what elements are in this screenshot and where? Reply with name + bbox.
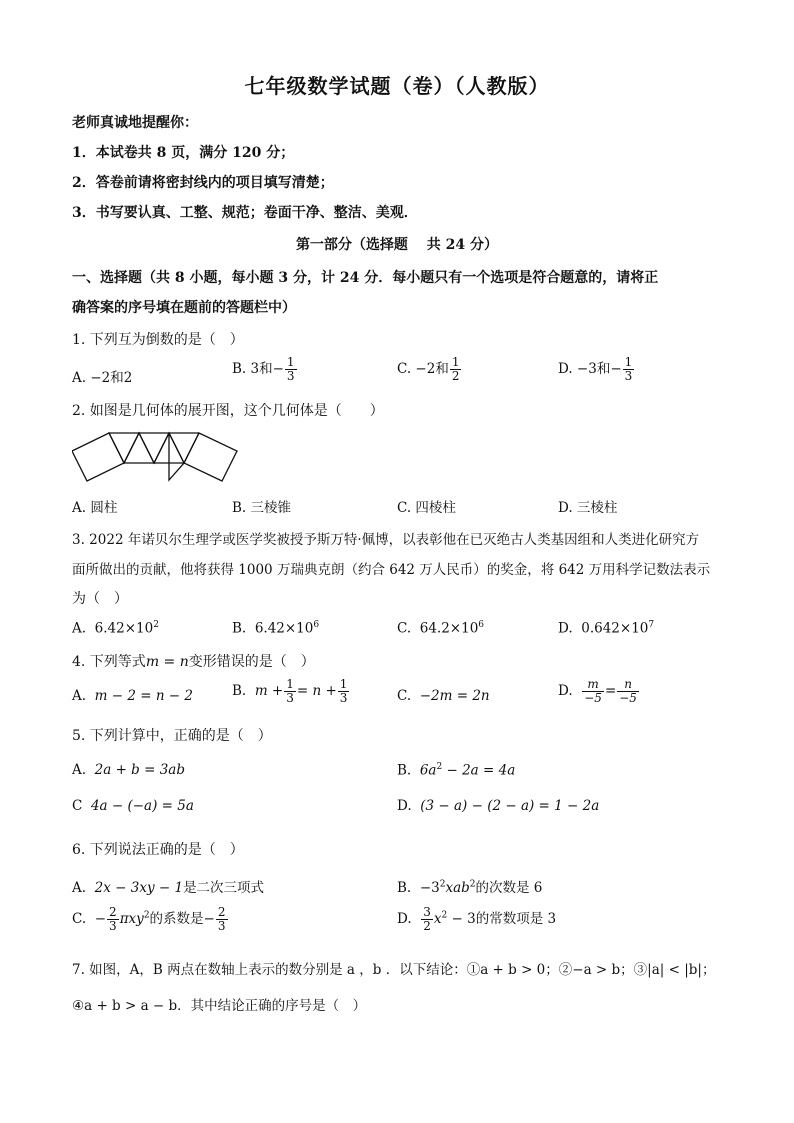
q4-option-d: D. $\frac{m}{-5}$ = $\frac{n}{-5}$ — [558, 677, 637, 705]
notice-item-3: 3．书写要认真、工整、规范；卷面干净、整洁、美观． — [72, 205, 418, 221]
q3-option-a: A. $6.42\times 10^2$ — [72, 620, 159, 637]
q7-line2: ④a + b > a − b．其中结论正确的序号是（ ） — [72, 998, 367, 1014]
q6-stem: 6. 下列说法正确的是（ ） — [72, 842, 244, 858]
q5-option-c: C 4a − (−a) = 5a — [72, 798, 194, 814]
q7-line1: 7. 如图，A，B 两点在数轴上表示的数分别是 a ，b ．以下结论：①a + b > 0；②−a > b；③|a| < |b|； — [72, 962, 716, 978]
q5-option-a: A. 2a + b = 3ab — [72, 762, 185, 778]
q2-option-c: C. 四棱柱 — [397, 500, 456, 516]
q1-option-d: D. −3和− $\frac{1}{3}$ — [558, 355, 633, 383]
q3-option-c: C. $64.2\times 10^6$ — [397, 620, 485, 637]
prism-net-figure — [72, 430, 242, 482]
q2-stem: 2. 如图是几何体的展开图，这个几何体是（ ） — [72, 403, 384, 419]
q3-option-b: B. $6.42\times 10^6$ — [232, 620, 320, 637]
q6-option-c: C. − $\frac{2}{3}$ πxy$^2$的系数是− $\frac{2}{3}$ — [72, 905, 226, 933]
q2-option-d: D. 三棱柱 — [558, 500, 618, 516]
page-title: 七年级数学试题（卷）（人教版） — [244, 74, 550, 98]
notice-item-2: 2．答卷前请将密封线内的项目填写清楚； — [72, 175, 334, 191]
q2-option-b: B. 三棱锥 — [232, 500, 292, 516]
q3-line1: 3. 2022 年诺贝尔生理学或医学奖被授予斯万特·佩博，以表彰他在已灭绝古人类基因组和人类进化研究方 — [72, 532, 700, 548]
q5-option-d: D. (3 − a) − (2 − a) = 1 − 2a — [397, 798, 600, 814]
q4-option-b: B. m + $\frac{1}{3}$ = n + $\frac{1}{3}$ — [232, 677, 348, 705]
q6-option-d: D. $\frac{3}{2}$ $x^2 - 3$的常数项是 3 — [397, 905, 557, 933]
q1-option-a: A. −2和2 — [72, 370, 133, 386]
q3-line2: 面所做出的贡献，他将获得 1000 万瑞典克朗（约合 642 万人民币）的奖金，将 642 万用科学记数法表示 — [72, 562, 711, 578]
q1-option-c: C. −2和 $\frac{1}{2}$ — [397, 355, 460, 383]
q3-option-d: D. $0.642\times 10^7$ — [558, 620, 655, 637]
q1-stem: 1. 下列互为倒数的是（ ） — [72, 332, 244, 348]
q5-option-b: B. $6a^2 - 2a = 4a$ — [397, 762, 516, 779]
q6-option-a: A. 2x − 3xy − 1是二次三项式 — [72, 880, 265, 896]
q2-option-a: A. 圆柱 — [72, 500, 118, 516]
notice-item-1: 1．本试卷共 8 页，满分 120 分； — [72, 145, 295, 161]
q3-line3: 为（ ） — [72, 591, 128, 607]
q6-option-b: B. $-3^2xab^2$的次数是 6 — [397, 879, 543, 896]
q5-stem: 5. 下列计算中，正确的是（ ） — [72, 728, 272, 744]
part1-heading: 第一部分（选择题 共 24 分） — [295, 237, 499, 253]
notice-header: 老师真诚地提醒你： — [72, 115, 198, 131]
q1-option-b: B. 3和− $\frac{1}{3}$ — [232, 355, 295, 383]
section1-line1: 一、选择题（共 8 小题，每小题 3 分，计 24 分．每小题只有一个选项是符合题意的，请将正 — [72, 270, 659, 286]
section1-line2: 确答案的序号填在题前的答题栏中） — [72, 300, 296, 316]
q4-stem: 4. 下列等式m = n变形错误的是（ ） — [72, 654, 315, 670]
q4-option-a: A. m − 2 = n − 2 — [72, 688, 193, 704]
q4-option-c: C. −2m = 2n — [397, 688, 490, 704]
